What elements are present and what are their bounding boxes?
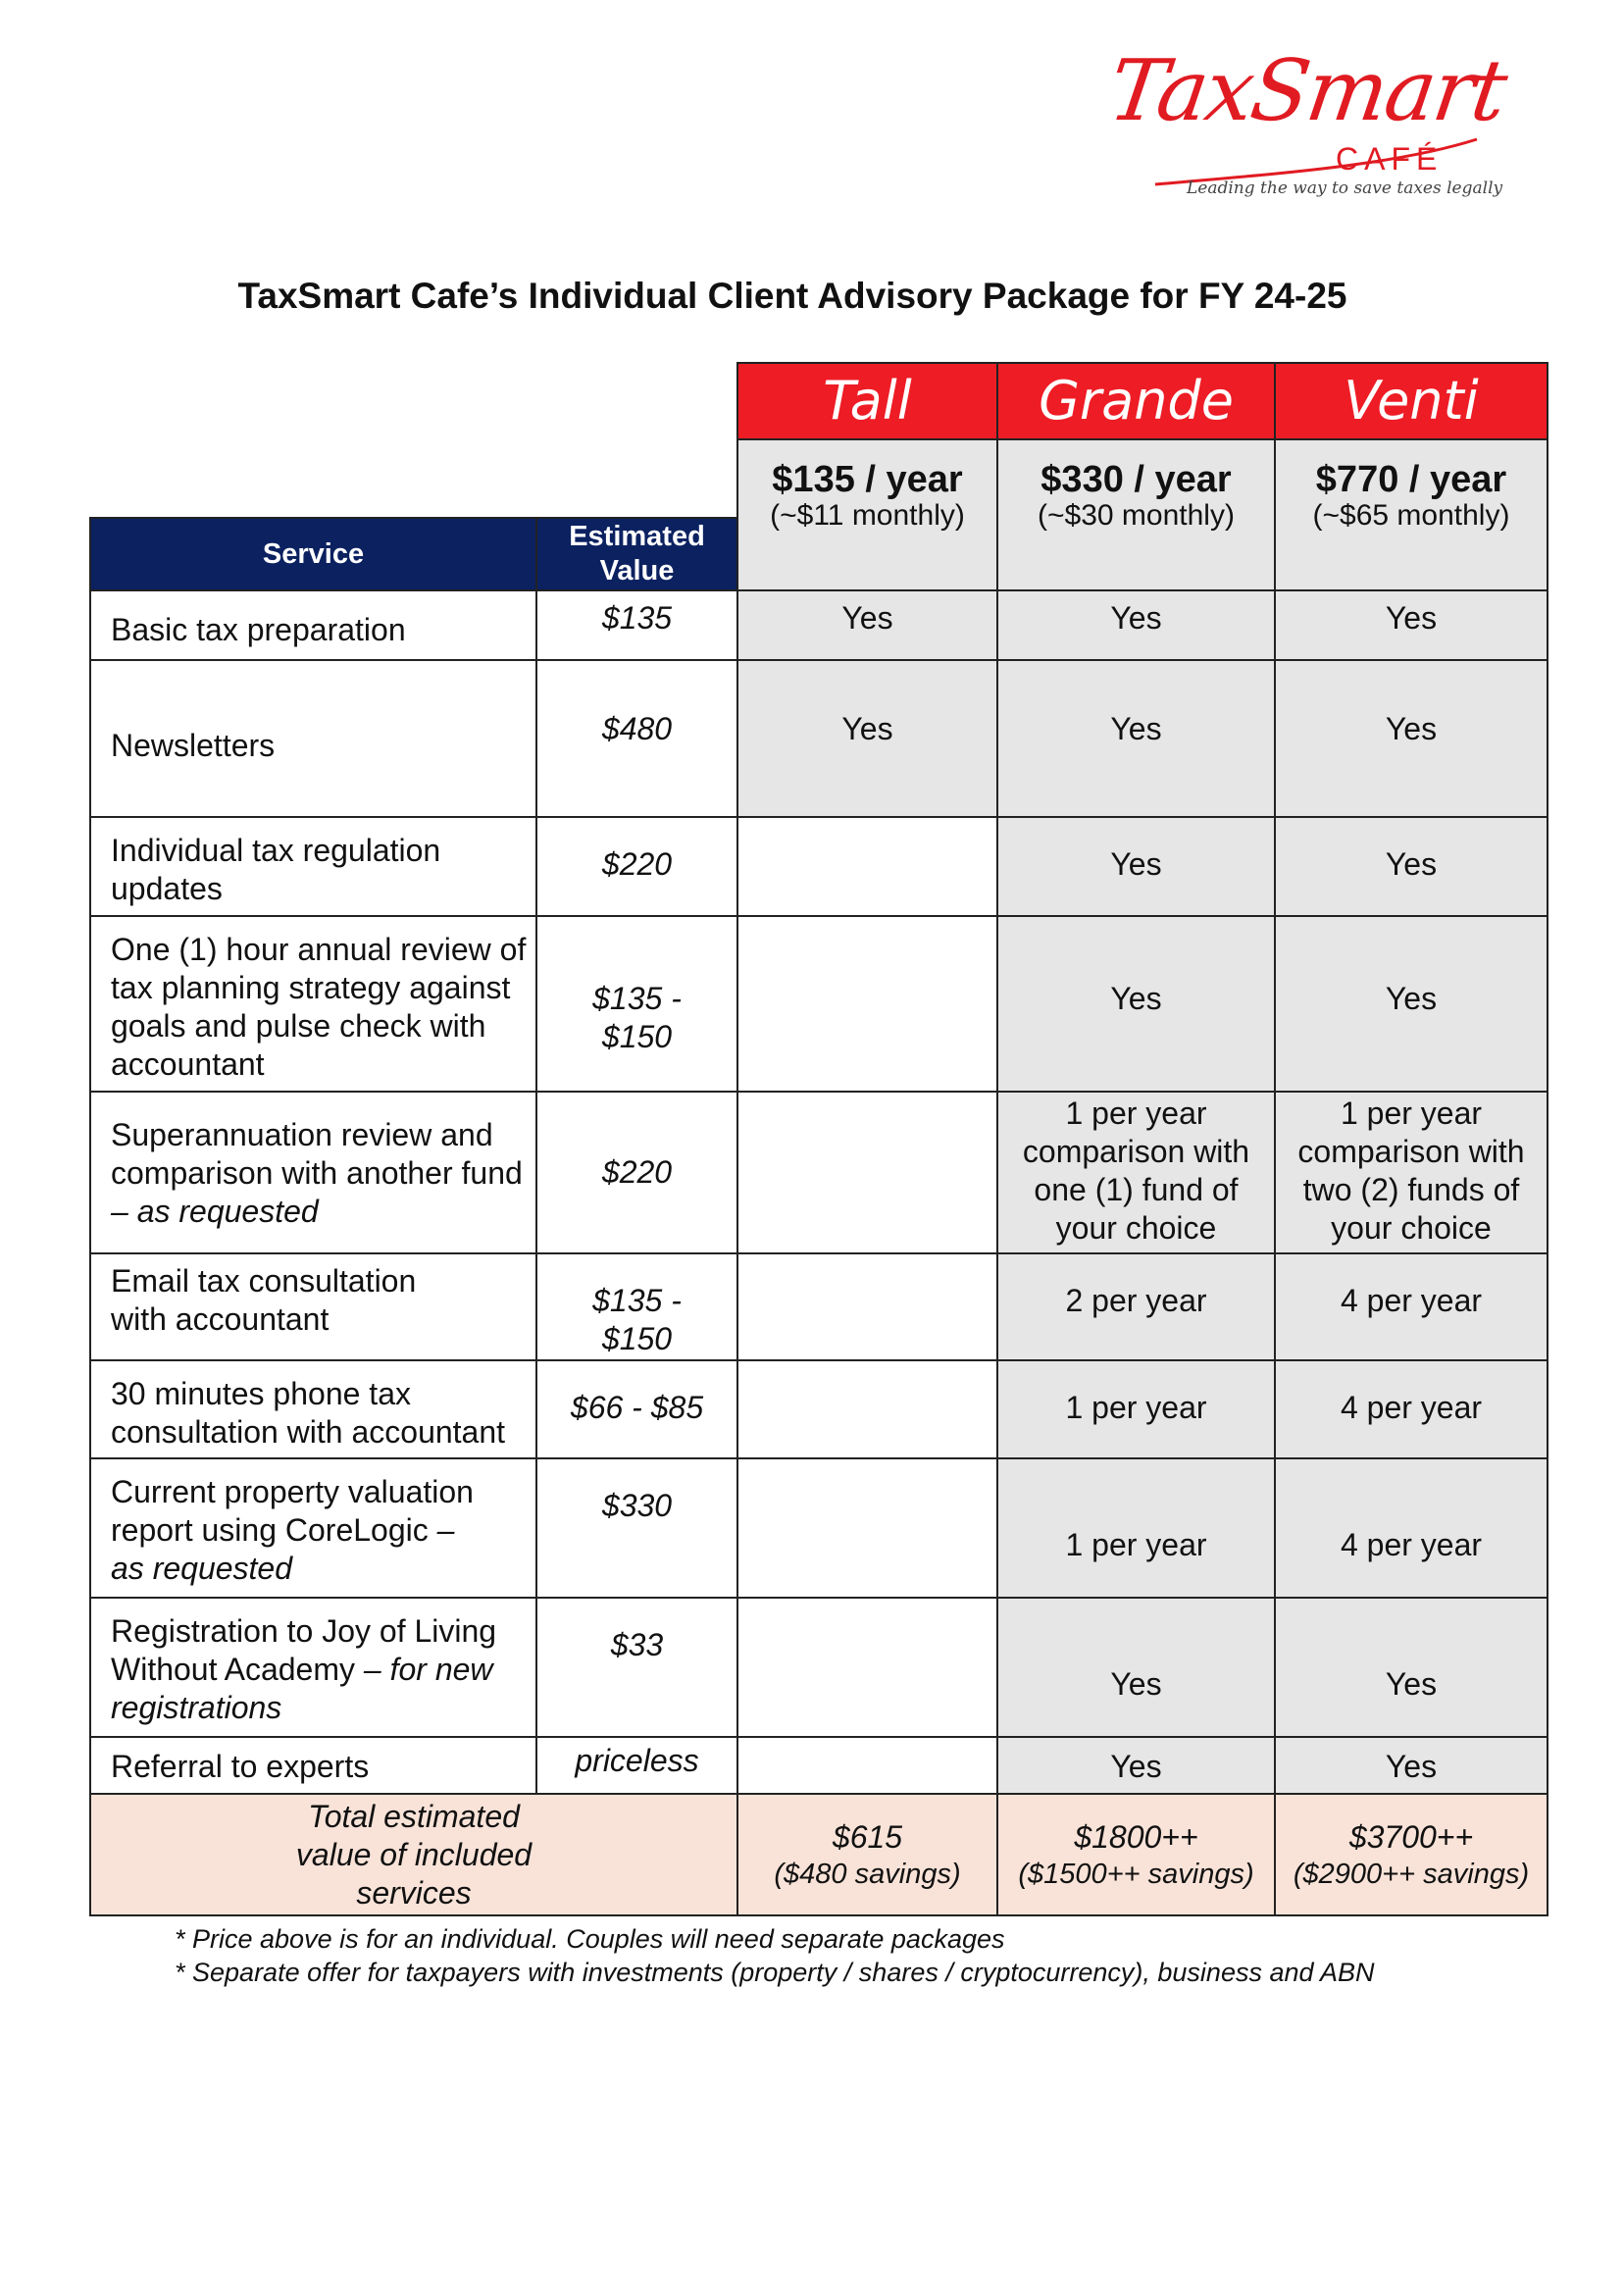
footnote-investments: * Separate offer for taxpayers with investments (property / shares / cryptocurrency), business and ABN <box>175 1958 1375 1987</box>
tall-superannuation-review <box>737 1092 997 1253</box>
total-tall-savings: ($480 savings) <box>774 1858 961 1890</box>
venti-referral-to-experts: Yes <box>1275 1737 1548 1794</box>
logo-cafe: CAFÉ <box>1336 141 1444 177</box>
venti-annual-review: Yes <box>1275 916 1548 1092</box>
venti-email-consultation: 4 per year <box>1275 1253 1548 1360</box>
value-joy-of-living-academy: $33 <box>536 1598 737 1737</box>
venti-newsletters: Yes <box>1275 660 1548 817</box>
service-newsletters: Newsletters <box>90 660 536 817</box>
venti-superannuation-review: 1 per year comparison with two (2) funds of your choice <box>1275 1092 1548 1253</box>
tall-tax-regulation-updates <box>737 817 997 916</box>
venti-phone-consultation: 4 per year <box>1275 1360 1548 1458</box>
venti-joy-of-living-academy: Yes <box>1275 1598 1548 1737</box>
logo-tagline: Leading the way to save taxes legally <box>1187 178 1503 198</box>
tier-grande: Grande <box>997 363 1275 439</box>
tall-newsletters: Yes <box>737 660 997 817</box>
tall-property-valuation <box>737 1458 997 1598</box>
service-property-note: – as requested <box>111 1512 455 1586</box>
price-grande-monthly: (~$30 monthly) <box>1038 499 1235 532</box>
tall-email-consultation <box>737 1253 997 1360</box>
value-basic-tax-preparation: $135 <box>536 590 737 660</box>
total-venti-value: $3700++ <box>1348 1818 1474 1855</box>
grande-newsletters: Yes <box>997 660 1275 817</box>
service-superannuation-text: Superannuation review and comparison with another fund <box>111 1117 523 1191</box>
grande-basic-tax-preparation: Yes <box>997 590 1275 660</box>
service-joy-note: – for new registrations <box>111 1652 493 1725</box>
grande-tax-regulation-updates: Yes <box>997 817 1275 916</box>
value-superannuation-review: $220 <box>536 1092 737 1253</box>
service-phone-consultation: 30 minutes phone tax consultation with accountant <box>90 1360 536 1458</box>
price-venti-monthly: (~$65 monthly) <box>1312 499 1510 532</box>
service-joy-of-living-academy <box>90 1598 536 1737</box>
venti-tax-regulation-updates: Yes <box>1275 817 1548 916</box>
service-superannuation-review <box>90 1092 536 1253</box>
value-property-valuation: $330 <box>536 1458 737 1598</box>
service-referral-to-experts: Referral to experts <box>90 1737 536 1794</box>
grande-referral-to-experts: Yes <box>997 1737 1275 1794</box>
value-annual-review: $135 - $150 <box>536 916 737 1092</box>
service-tax-regulation-updates: Individual tax regulation updates <box>90 817 536 916</box>
value-referral-to-experts: priceless <box>536 1737 737 1794</box>
taxsmart-cafe-logo <box>1096 42 1511 206</box>
price-tall-monthly: (~$11 monthly) <box>770 499 965 532</box>
tall-basic-tax-preparation: Yes <box>737 590 997 660</box>
column-header-estimated-value: Estimated Value <box>536 518 737 590</box>
tall-annual-review <box>737 916 997 1092</box>
service-annual-review: One (1) hour annual review of tax planning strategy against goals and pulse check with accountant <box>90 916 536 1092</box>
service-email-consultation: Email tax consultation with accountant <box>90 1253 536 1360</box>
footnote-individual: * Price above is for an individual. Couples will need separate packages <box>175 1924 1005 1954</box>
package-table <box>89 362 1548 1916</box>
service-property-text: Current property valuation report using CoreLogic <box>111 1474 474 1548</box>
grande-property-valuation: 1 per year <box>997 1458 1275 1598</box>
tall-phone-consultation <box>737 1360 997 1458</box>
total-grande-value: $1800++ <box>1074 1818 1198 1855</box>
value-newsletters: $480 <box>536 660 737 817</box>
tall-joy-of-living-academy <box>737 1598 997 1737</box>
tier-venti: Venti <box>1275 363 1548 439</box>
price-venti-year: $770 / year <box>1315 459 1507 500</box>
price-grande <box>997 439 1275 590</box>
price-tall <box>737 439 997 590</box>
grande-superannuation-review: 1 per year comparison with one (1) fund of your choice <box>997 1092 1275 1253</box>
value-email-consultation: $135 - $150 <box>536 1253 737 1360</box>
value-phone-consultation: $66 - $85 <box>536 1360 737 1458</box>
service-joy-text: Registration to Joy of Living Without Academy <box>111 1613 497 1687</box>
total-grande <box>997 1794 1275 1915</box>
total-label: Total estimated value of included services <box>90 1794 737 1915</box>
price-venti <box>1275 439 1548 590</box>
price-grande-year: $330 / year <box>1040 459 1232 500</box>
column-header-service: Service <box>90 518 536 590</box>
service-property-valuation <box>90 1458 536 1598</box>
tall-referral-to-experts <box>737 1737 997 1794</box>
venti-property-valuation: 4 per year <box>1275 1458 1548 1598</box>
grande-email-consultation: 2 per year <box>997 1253 1275 1360</box>
header-spacer <box>90 363 737 518</box>
service-superannuation-note: – as requested <box>111 1194 319 1229</box>
footnotes <box>175 1922 1375 1989</box>
page-title: TaxSmart Cafe’s Individual Client Advisory Package for FY 24-25 <box>237 276 1347 316</box>
total-grande-savings: ($1500++ savings) <box>1018 1858 1254 1890</box>
total-tall-value: $615 <box>832 1818 903 1855</box>
service-basic-tax-preparation: Basic tax preparation <box>90 590 536 660</box>
total-venti <box>1275 1794 1548 1915</box>
tier-tall: Tall <box>737 363 997 439</box>
grande-phone-consultation: 1 per year <box>997 1360 1275 1458</box>
venti-basic-tax-preparation: Yes <box>1275 590 1548 660</box>
grande-annual-review: Yes <box>997 916 1275 1092</box>
total-tall <box>737 1794 997 1915</box>
price-tall-year: $135 / year <box>772 459 963 500</box>
logo-wordmark: TaxSmart <box>1102 42 1511 140</box>
grande-joy-of-living-academy: Yes <box>997 1598 1275 1737</box>
value-tax-regulation-updates: $220 <box>536 817 737 916</box>
total-venti-savings: ($2900++ savings) <box>1293 1858 1530 1890</box>
